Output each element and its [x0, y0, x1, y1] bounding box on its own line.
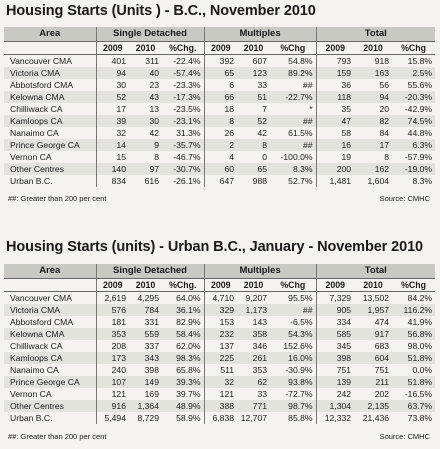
value-cell: 918	[374, 56, 390, 66]
value-cell: 15.8%	[407, 56, 433, 66]
value-cell: 98.0%	[407, 341, 433, 351]
value-cell: 16	[316, 139, 354, 151]
value-cell: -26.1%	[173, 176, 201, 186]
area-cell: Abbotsford CMA	[10, 80, 74, 90]
value-cell: 73.8%	[407, 413, 433, 423]
single-detached-header: Single Detached	[96, 264, 204, 279]
subheader-cell: 2010	[237, 279, 270, 292]
value-cell: -46.7%	[173, 152, 201, 162]
value-cell: 65	[237, 163, 270, 175]
value-cell: 8	[384, 152, 390, 162]
table-row	[4, 400, 435, 412]
value-cell: 7,329	[316, 292, 354, 305]
value-cell: 358	[237, 328, 270, 340]
area-cell: Vernon CA	[10, 152, 52, 162]
value-cell: 58.9%	[176, 413, 201, 423]
area-cell: Kamloops CA	[4, 352, 96, 364]
value-cell: 181	[96, 316, 129, 328]
value-cell: 162	[354, 163, 392, 175]
value-cell: 82.9%	[176, 317, 201, 327]
value-cell: 36	[316, 79, 354, 91]
value-cell: 153	[204, 316, 237, 328]
table2-source: Source: CMHC	[379, 432, 430, 441]
value-cell: 14	[96, 139, 129, 151]
value-cell: 793	[316, 55, 354, 68]
table1-title: Housing Starts (Units ) - B.C., November 2010	[6, 3, 316, 19]
value-cell: 66	[204, 91, 237, 103]
total-header: Total	[316, 264, 435, 279]
value-cell: 43	[129, 91, 162, 103]
table-row	[4, 364, 435, 376]
value-cell: 95.5%	[288, 293, 313, 303]
table-row	[4, 376, 435, 388]
value-cell: 200	[316, 163, 354, 175]
value-cell: 62.0%	[176, 341, 201, 351]
value-cell: 163	[354, 67, 392, 79]
value-cell: 585	[316, 328, 354, 340]
value-cell: 12,332	[316, 412, 354, 424]
area-cell: Chilliwack CA	[10, 341, 63, 351]
table1-source: Source: CMHC	[379, 194, 430, 203]
value-cell: 56	[379, 80, 390, 90]
value-cell: 33	[257, 80, 268, 90]
value-cell: -20.3%	[392, 91, 435, 103]
subheader-cell: 2009	[316, 42, 354, 55]
value-cell: 13,502	[362, 293, 390, 303]
subheader-cell: 2009	[96, 42, 129, 55]
value-cell: 388	[204, 400, 237, 412]
value-cell: 604	[354, 352, 392, 364]
total-header: Total	[316, 27, 435, 42]
value-cell: -57.9%	[404, 152, 433, 162]
value-cell: 311	[145, 56, 159, 66]
value-cell: 337	[144, 341, 159, 351]
value-cell: -22.7%	[270, 91, 316, 103]
value-cell: 576	[96, 304, 129, 316]
value-cell: 1,604	[367, 176, 390, 186]
subheader-cell: %Chg.	[162, 42, 204, 55]
table1	[4, 27, 435, 187]
value-cell: 17	[354, 139, 392, 151]
single-detached-header: Single Detached	[96, 27, 204, 42]
value-cell: 84	[379, 128, 390, 138]
value-cell: 32	[96, 127, 129, 139]
subheader-cell: %Chg	[392, 279, 435, 292]
value-cell: 21,436	[362, 413, 390, 423]
value-cell: 559	[129, 328, 162, 340]
table-row	[4, 91, 435, 103]
value-cell: 42	[149, 128, 159, 138]
area-cell: Vancouver CMA	[10, 293, 72, 303]
table-row	[4, 328, 435, 340]
value-cell: 54.3%	[270, 328, 316, 340]
area-cell: Other Centres	[4, 163, 96, 175]
value-cell: 65.8%	[176, 365, 201, 375]
value-cell: 173	[96, 352, 129, 364]
table-row	[4, 292, 435, 305]
value-cell: 44.8%	[407, 128, 433, 138]
value-cell: 1,173	[237, 304, 270, 316]
table-row	[4, 115, 435, 127]
value-cell: -100.0%	[280, 152, 313, 162]
subheader-cell: 2010	[129, 279, 162, 292]
value-cell: 343	[129, 352, 162, 364]
value-cell: 116.2%	[392, 304, 435, 316]
value-cell: -42.9%	[404, 104, 433, 114]
value-cell: -19.0%	[392, 163, 435, 175]
value-cell: 52	[96, 91, 129, 103]
value-cell: 917	[354, 328, 392, 340]
value-cell: 9,207	[245, 293, 268, 303]
value-cell: 345	[316, 340, 354, 352]
value-cell: 4,295	[137, 293, 159, 303]
value-cell: 98.7%	[270, 400, 316, 412]
value-cell: 4,710	[204, 292, 237, 305]
area-cell: Kamloops CA	[4, 115, 96, 127]
area-cell: Abbotsford CMA	[10, 317, 74, 327]
table-row	[4, 304, 435, 316]
value-cell: 58	[316, 127, 354, 139]
value-cell: 36.1%	[162, 304, 204, 316]
subheader-cell: %Chg	[270, 279, 316, 292]
subheader-cell: 2010	[354, 42, 392, 55]
value-cell: 12,707	[240, 413, 268, 423]
value-cell: 647	[204, 175, 237, 187]
area-cell: Kelowna CMA	[4, 328, 96, 340]
value-cell: 19	[316, 151, 354, 163]
value-cell: 63.7%	[392, 400, 435, 412]
table1-footer	[8, 194, 430, 204]
value-cell: 5,494	[96, 412, 129, 424]
table-row	[4, 412, 435, 424]
value-cell: 64.0%	[176, 293, 201, 303]
value-cell: ##	[302, 80, 313, 90]
table-row	[4, 127, 435, 139]
area-cell: Urban B.C.	[10, 413, 53, 423]
value-cell: 331	[144, 317, 159, 327]
value-cell: -35.7%	[162, 139, 204, 151]
value-cell: 346	[252, 341, 268, 351]
table2-group-header	[4, 264, 435, 279]
value-cell: 242	[316, 388, 354, 400]
table-row	[4, 67, 435, 79]
table2-year-header	[4, 279, 435, 292]
subheader-cell: 2010	[354, 279, 392, 292]
value-cell: 18	[204, 103, 237, 115]
value-cell: 82	[354, 115, 392, 127]
area-cell: Kelowna CMA	[4, 91, 96, 103]
value-cell: 401	[96, 55, 129, 68]
value-cell: 7	[262, 104, 268, 114]
subheader-cell: 2009	[96, 279, 129, 292]
table1-year-header	[4, 42, 435, 55]
area-cell: Nanaimo CA	[10, 128, 59, 138]
subheader-cell: 2010	[237, 42, 270, 55]
value-cell: 211	[354, 376, 392, 388]
value-cell: 58.4%	[162, 328, 204, 340]
value-cell: 0	[262, 152, 268, 162]
table2-body	[4, 292, 435, 425]
subheader-cell: 2009	[204, 279, 237, 292]
value-cell: -16.5%	[404, 389, 433, 399]
subheader-cell: %Chg	[392, 42, 435, 55]
value-cell: 51	[237, 91, 270, 103]
value-cell: -22.4%	[173, 56, 201, 66]
value-cell: 1,481	[316, 175, 354, 187]
value-cell: 149	[129, 376, 162, 388]
value-cell: 751	[316, 364, 354, 376]
value-cell: 139	[316, 376, 354, 388]
table-row	[4, 103, 435, 115]
value-cell: 329	[204, 304, 237, 316]
value-cell: 511	[204, 364, 237, 376]
value-cell: 48.9%	[162, 400, 204, 412]
value-cell: 31.3%	[176, 128, 201, 138]
value-cell: 683	[374, 341, 390, 351]
table-row	[4, 55, 435, 68]
value-cell: 607	[252, 56, 268, 66]
table2-title: Housing Starts (units) - Urban B.C., January - November 2010	[6, 239, 424, 255]
table-row	[4, 316, 435, 328]
value-cell: 202	[374, 389, 390, 399]
value-cell: 0.0%	[412, 365, 433, 375]
value-cell: 26	[204, 127, 237, 139]
table-row	[4, 139, 435, 151]
table1-body	[4, 55, 435, 188]
table-row	[4, 79, 435, 91]
table1-group-header	[4, 27, 435, 42]
value-cell: 1,957	[354, 304, 392, 316]
value-cell: 13	[149, 104, 159, 114]
value-cell: 334	[316, 316, 354, 328]
value-cell: 20	[379, 104, 390, 114]
value-cell: 6,838	[204, 412, 237, 424]
area-cell: Other Centres	[4, 400, 96, 412]
value-cell: 353	[252, 365, 268, 375]
value-cell: 85.8%	[288, 413, 313, 423]
value-cell: 41.9%	[407, 317, 433, 327]
area-header: Area	[4, 27, 96, 42]
table-row	[4, 340, 435, 352]
value-cell: 89.2%	[270, 67, 316, 79]
table-row	[4, 352, 435, 364]
value-cell: -57.4%	[162, 67, 204, 79]
value-cell: 784	[129, 304, 162, 316]
value-cell: 35	[316, 103, 354, 115]
value-cell: ##	[270, 139, 316, 151]
subheader-cell: %Chg	[270, 42, 316, 55]
value-cell: 17	[96, 103, 129, 115]
value-cell: 2,135	[354, 400, 392, 412]
value-cell: 47	[316, 115, 354, 127]
area-header: Area	[4, 264, 96, 279]
value-cell: 55.6%	[407, 80, 433, 90]
table2-footer	[8, 432, 430, 442]
value-cell: 123	[237, 67, 270, 79]
table2-footnote: ##: Greater than 200 per cent	[8, 432, 107, 441]
value-cell: 33	[257, 389, 268, 399]
table-row	[4, 388, 435, 400]
multiples-header: Multiples	[204, 27, 316, 42]
value-cell: 16.0%	[270, 352, 316, 364]
value-cell: 42	[257, 128, 268, 138]
value-cell: 2	[204, 139, 237, 151]
value-cell: 15	[96, 151, 129, 163]
value-cell: ##	[270, 115, 316, 127]
value-cell: 30	[129, 115, 162, 127]
value-cell: 39.7%	[176, 389, 201, 399]
value-cell: 8.3%	[412, 176, 433, 186]
value-cell: 94	[96, 67, 129, 79]
value-cell: 137	[204, 340, 237, 352]
value-cell: -30.7%	[162, 163, 204, 175]
value-cell: 1,364	[129, 400, 162, 412]
value-cell: 225	[204, 352, 237, 364]
value-cell: 353	[96, 328, 129, 340]
area-cell: Prince George CA	[4, 139, 96, 151]
value-cell: 8,729	[137, 413, 159, 423]
area-subheader-blank	[4, 42, 96, 55]
value-cell: 2.5%	[392, 67, 435, 79]
value-cell: 40	[129, 67, 162, 79]
value-cell: -23.3%	[173, 80, 201, 90]
value-cell: 140	[96, 163, 129, 175]
value-cell: 8.3%	[270, 163, 316, 175]
value-cell: -30.9%	[285, 365, 313, 375]
area-cell: Urban B.C.	[10, 176, 53, 186]
value-cell: 107	[96, 376, 129, 388]
value-cell: ##	[270, 304, 316, 316]
area-cell: Victoria CMA	[4, 67, 96, 79]
value-cell: 74.5%	[392, 115, 435, 127]
value-cell: 392	[204, 55, 237, 68]
value-cell: 121	[96, 388, 129, 400]
value-cell: 61.5%	[288, 128, 313, 138]
value-cell: 56.8%	[392, 328, 435, 340]
value-cell: 6.3%	[392, 139, 435, 151]
value-cell: 988	[252, 176, 268, 186]
value-cell: -6.5%	[290, 317, 313, 327]
value-cell: 121	[204, 388, 237, 400]
value-cell: 51.8%	[392, 352, 435, 364]
subheader-cell: 2009	[316, 279, 354, 292]
area-cell: Nanaimo CA	[10, 365, 59, 375]
value-cell: 54.8%	[288, 56, 313, 66]
value-cell: 65	[204, 67, 237, 79]
value-cell: 152.6%	[283, 341, 313, 351]
value-cell: 616	[144, 176, 159, 186]
value-cell: 8	[154, 152, 159, 162]
value-cell: 98.3%	[162, 352, 204, 364]
value-cell: -23.5%	[173, 104, 201, 114]
value-cell: 398	[144, 365, 159, 375]
value-cell: 2,619	[96, 292, 129, 305]
value-cell: 261	[237, 352, 270, 364]
value-cell: 8	[237, 139, 270, 151]
multiples-header: Multiples	[204, 264, 316, 279]
value-cell: 23	[149, 80, 159, 90]
table-row	[4, 151, 435, 163]
value-cell: 6	[204, 79, 237, 91]
value-cell: 159	[316, 67, 354, 79]
value-cell: 834	[96, 175, 129, 187]
table-row	[4, 175, 435, 187]
value-cell: 905	[316, 304, 354, 316]
value-cell: 51.8%	[392, 376, 435, 388]
value-cell: 39.3%	[162, 376, 204, 388]
area-subheader-blank	[4, 279, 96, 292]
area-cell: Chilliwack CA	[10, 104, 63, 114]
value-cell: 97	[129, 163, 162, 175]
value-cell: 474	[374, 317, 390, 327]
value-cell: 52	[237, 115, 270, 127]
value-cell: 9	[129, 139, 162, 151]
value-cell: 62	[237, 376, 270, 388]
value-cell: 143	[252, 317, 268, 327]
value-cell: 232	[204, 328, 237, 340]
value-cell: 84.2%	[407, 293, 433, 303]
value-cell: 398	[316, 352, 354, 364]
value-cell: *	[309, 104, 313, 114]
value-cell: 208	[96, 340, 129, 352]
area-cell: Victoria CMA	[4, 304, 96, 316]
value-cell: 1,304	[316, 400, 354, 412]
table-row	[4, 163, 435, 175]
value-cell: 52.7%	[288, 176, 313, 186]
area-cell: Vernon CA	[10, 389, 52, 399]
value-cell: 169	[144, 389, 159, 399]
table1-footnote: ##: Greater than 200 per cent	[8, 194, 107, 203]
value-cell: 60	[204, 163, 237, 175]
area-cell: Prince George CA	[4, 376, 96, 388]
value-cell: 118	[316, 91, 354, 103]
value-cell: 8	[204, 115, 237, 127]
value-cell: 94	[354, 91, 392, 103]
table2	[4, 264, 435, 424]
subheader-cell: 2009	[204, 42, 237, 55]
value-cell: -72.7%	[285, 389, 313, 399]
value-cell: 240	[96, 364, 129, 376]
value-cell: -23.1%	[162, 115, 204, 127]
value-cell: 30	[96, 79, 129, 91]
value-cell: 751	[374, 365, 390, 375]
value-cell: 32	[204, 376, 237, 388]
subheader-cell: 2010	[129, 42, 162, 55]
value-cell: -17.3%	[162, 91, 204, 103]
subheader-cell: %Chg.	[162, 279, 204, 292]
value-cell: 771	[237, 400, 270, 412]
value-cell: 39	[96, 115, 129, 127]
value-cell: 4	[204, 151, 237, 163]
value-cell: 916	[96, 400, 129, 412]
area-cell: Vancouver CMA	[10, 56, 72, 66]
value-cell: 93.8%	[270, 376, 316, 388]
